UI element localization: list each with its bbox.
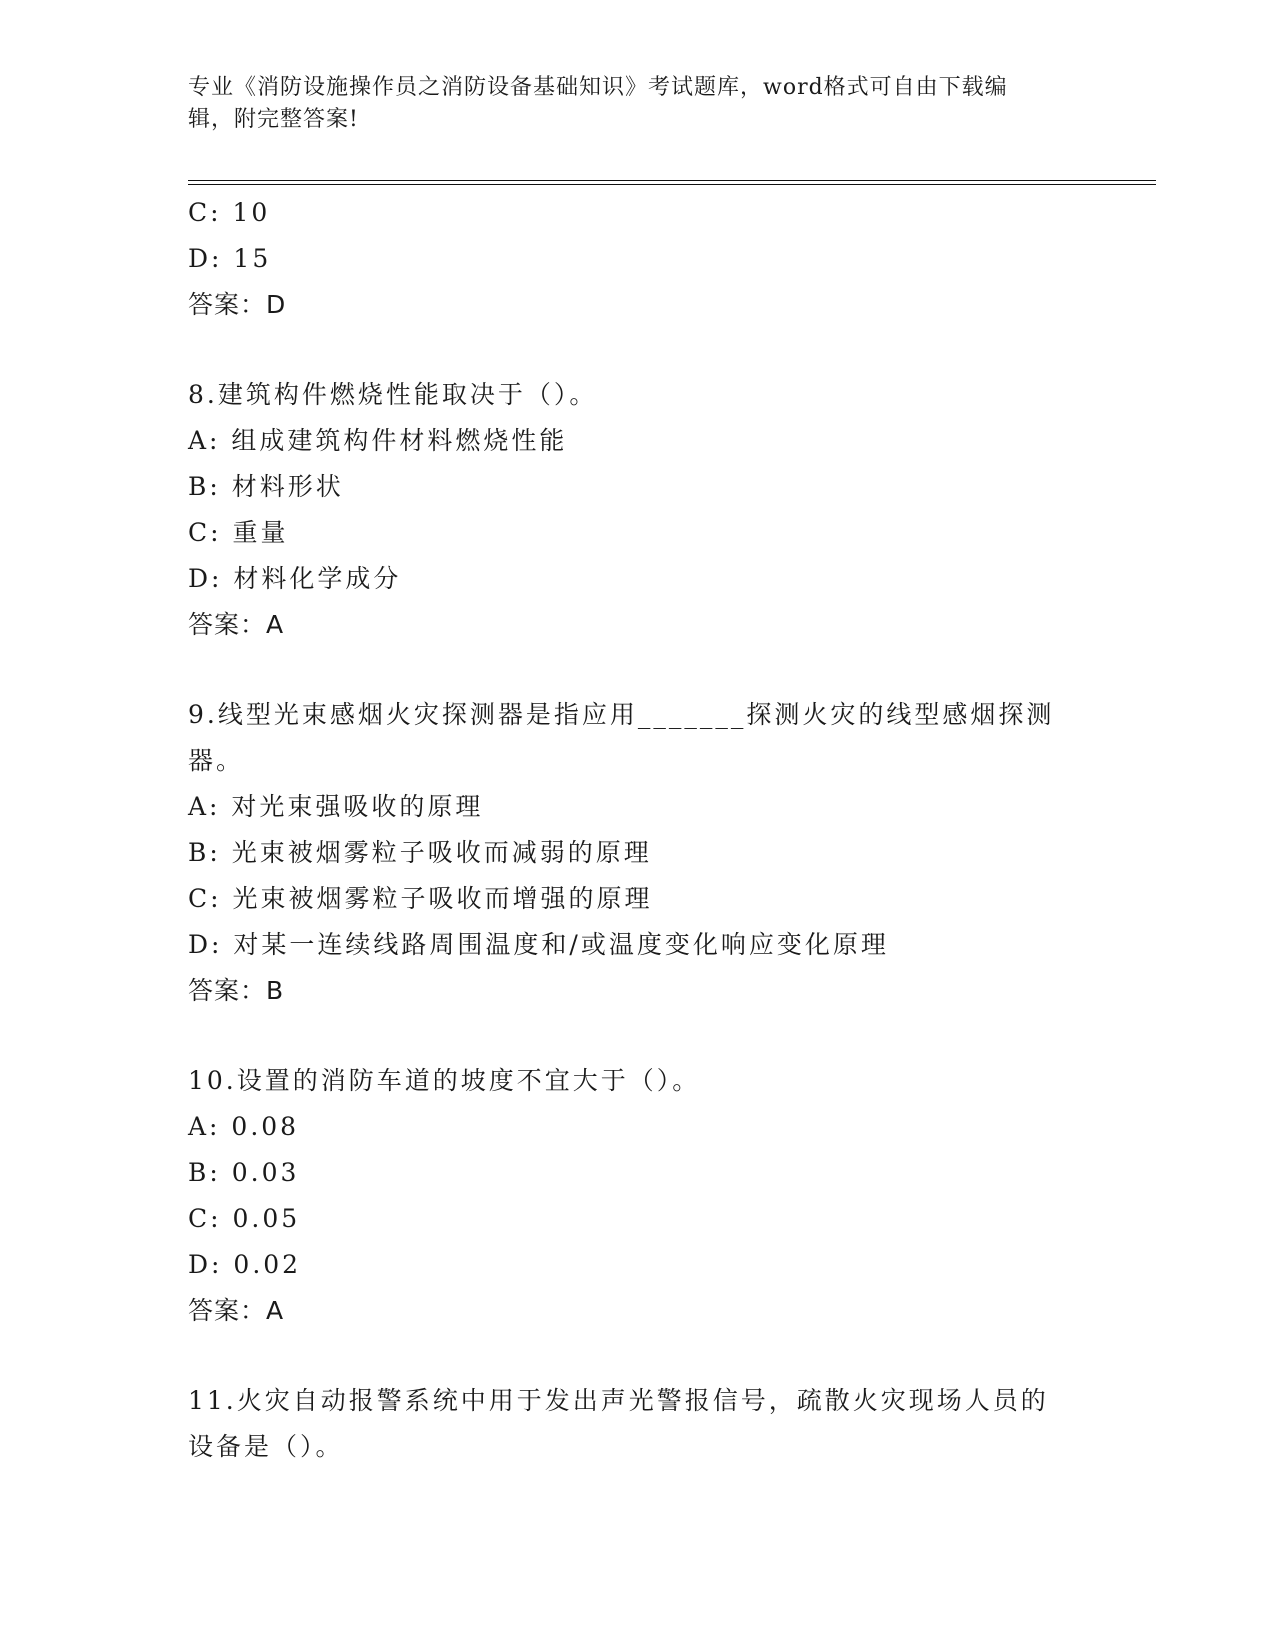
answer: 答案：A	[188, 1296, 285, 1325]
header-line-1: 专业《消防设施操作员之消防设备基础知识》考试题库，word格式可自由下载编	[188, 75, 1008, 100]
question-list	[188, 190, 1088, 1470]
option-d: D: 0.02	[188, 1250, 302, 1279]
page-header	[188, 72, 1088, 136]
option-d: D: 材料化学成分	[188, 564, 402, 593]
question-9	[188, 692, 1088, 1014]
option-c: C: 光束被烟雾粒子吸收而增强的原理	[188, 884, 653, 913]
question-text-line-1: 9.线型光束感烟火灾探测器是指应用_______探测火灾的线型感烟探测	[188, 700, 1055, 729]
question-10	[188, 1058, 1088, 1334]
option-b: B: 材料形状	[188, 472, 344, 501]
option-a: A: 对光束强吸收的原理	[188, 792, 484, 821]
question-8	[188, 372, 1088, 648]
spacer	[188, 1334, 1088, 1378]
answer: 答案：A	[188, 610, 285, 639]
question-text-line-2: 器。	[188, 746, 245, 775]
option-c: C: 重量	[188, 518, 289, 547]
question-text-line-1: 11.火灾自动报警系统中用于发出声光警报信号，疏散火灾现场人员的	[188, 1386, 1049, 1415]
question-prev	[188, 190, 1088, 328]
question-text: 10.设置的消防车道的坡度不宜大于（）。	[188, 1066, 701, 1095]
spacer	[188, 648, 1088, 692]
answer: 答案：B	[188, 976, 285, 1005]
question-text-line-2: 设备是（）。	[188, 1432, 344, 1461]
option-a: A: 0.08	[188, 1112, 300, 1141]
header-rule-top	[188, 180, 1156, 181]
option-b: B: 光束被烟雾粒子吸收而减弱的原理	[188, 838, 652, 867]
spacer	[188, 1014, 1088, 1058]
option-b: B: 0.03	[188, 1158, 300, 1187]
spacer	[188, 328, 1088, 372]
answer: 答案：D	[188, 290, 287, 319]
option-c: C: 0.05	[188, 1204, 301, 1233]
option-d: D: 15	[188, 244, 272, 273]
option-d: D: 对某一连续线路周围温度和/或温度变化响应变化原理	[188, 930, 889, 959]
header-rule-bottom	[188, 184, 1156, 185]
header-line-2: 辑，附完整答案!	[188, 107, 359, 132]
option-c: C: 10	[188, 198, 271, 227]
question-text: 8.建筑构件燃烧性能取决于（）。	[188, 380, 598, 409]
question-11	[188, 1378, 1088, 1470]
option-a: A: 组成建筑构件材料燃烧性能	[188, 426, 568, 455]
